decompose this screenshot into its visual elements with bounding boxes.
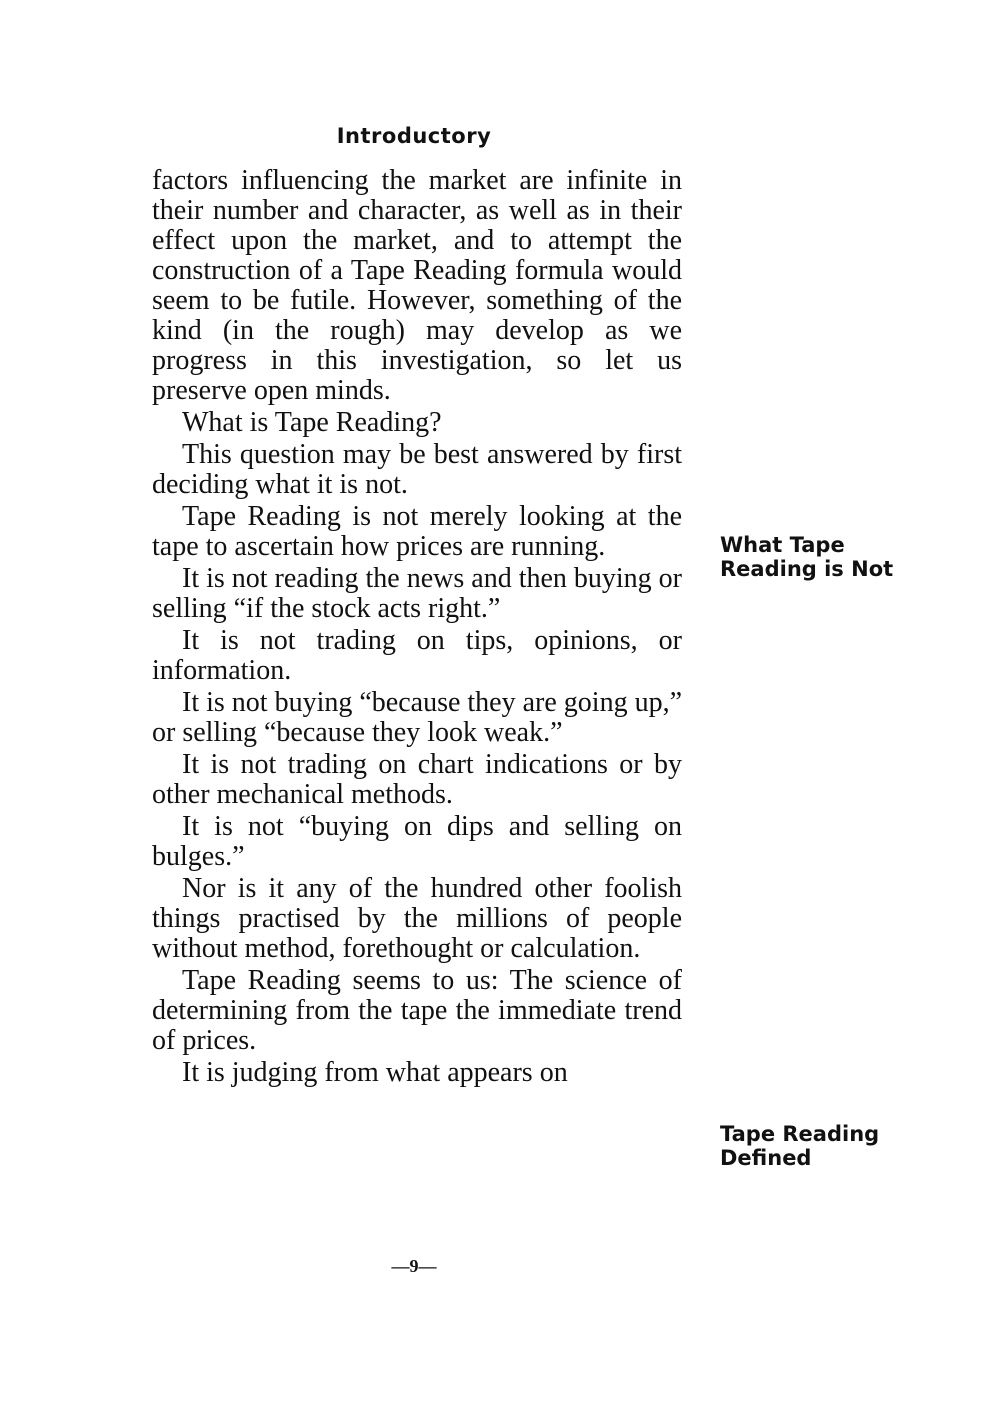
paragraph: Tape Reading is not merely looking at the tape to ascertain how prices are running. [152,501,682,562]
paragraph: It is not trading on chart indications or by other mechanical methods. [152,749,682,810]
page-number: —9— [391,1256,437,1276]
paragraph: Tape Reading seems to us: The science of determining from the tape the immediate trend of prices. [152,965,682,1056]
paragraph: It is not buying “because they are going up,” or selling “because they look weak.” [152,687,682,748]
paragraph: What is Tape Reading? [182,407,442,438]
paragraph: It is not reading the news and then buying or selling “if the stock acts right.” [152,563,683,624]
paragraph: factors influencing the market are infinite in their number and character, as well as in their effect upon the market, and to attempt the construction of a Tape Reading formula would seem to be futile. However, something of the kind (in the rough) may develop as we progress in this investigation, so let us preserve open minds. [152,165,682,406]
paragraph: It is not trading on tips, opinions, or information. [152,625,682,686]
paragraph: It is judging from what appears on [182,1057,568,1088]
margin-note-what-tape-reading-is-not: What Tape Reading is Not [720,533,894,581]
paragraph: It is not “buying on dips and selling on bulges.” [152,811,682,872]
page-header: Introductory [336,124,492,148]
paragraph: Nor is it any of the hundred other foolish things practised by the millions of people without method, forethought or calculation. [152,873,682,964]
margin-note-tape-reading-defined: Tape Reading Defined [720,1122,880,1170]
body-text [152,166,682,1090]
paragraph: This question may be best answered by first deciding what it is not. [152,439,682,500]
